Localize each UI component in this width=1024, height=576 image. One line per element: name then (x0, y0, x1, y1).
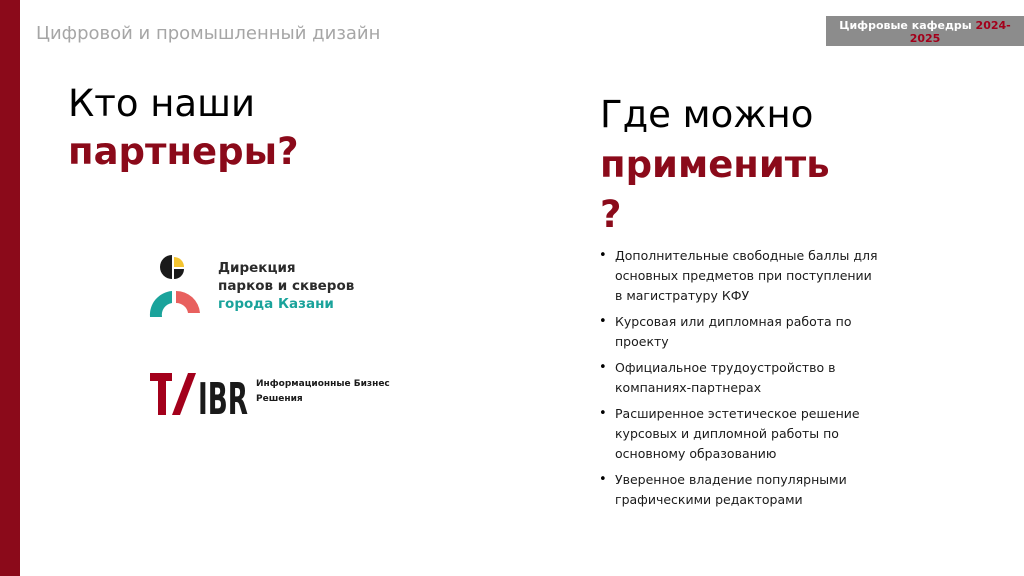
parks-directorate-logo (146, 253, 354, 319)
left-accent-bar (0, 0, 20, 576)
benefits-list (598, 246, 878, 516)
badge-label: Цифровые кафедры (839, 19, 972, 32)
program-badge (826, 16, 1024, 46)
application-heading (600, 90, 860, 240)
list-item: • Курсовая или дипломная работа по проекту (598, 312, 878, 352)
ibr-logo-line1: Информационные Бизнес (256, 379, 390, 389)
parks-logo-line1: Дирекция (218, 260, 296, 276)
application-heading-accent: применить (600, 143, 830, 186)
badge-year-end: 2025 (909, 32, 941, 45)
ibr-emblem-icon (150, 369, 250, 415)
list-item: • Дополнительные свободные баллы для основных предметов при поступлении в магистратуру КФУ (598, 246, 878, 306)
parks-directorate-name (218, 259, 354, 313)
parks-logo-line3: города Казани (218, 296, 334, 312)
subject-title: Цифровой и промышленный дизайн (36, 23, 381, 44)
badge-year-start: 2024- (975, 19, 1011, 32)
ibr-logo-line2: Решения (256, 394, 303, 404)
partners-heading-accent: партнеры? (68, 130, 299, 173)
parks-logo-line2: парков и скверов (218, 278, 355, 294)
parks-directorate-emblem-icon (146, 253, 204, 319)
partners-heading-line1: Кто наши (68, 82, 255, 125)
application-heading-qmark: ? (600, 193, 622, 236)
list-item: • Официальное трудоустройство в компаниях-партнерах (598, 358, 878, 398)
partners-heading (68, 80, 488, 176)
list-item: • Уверенное владение популярными графическими редакторами (598, 470, 878, 510)
application-heading-line1: Где можно (600, 93, 814, 136)
ibr-mark-text: IBR (198, 374, 248, 415)
ibr-logo (150, 369, 390, 415)
ibr-company-name (256, 377, 390, 407)
list-item: • Расширенное эстетическое решение курсовых и дипломной работы по основному образованию (598, 404, 878, 464)
